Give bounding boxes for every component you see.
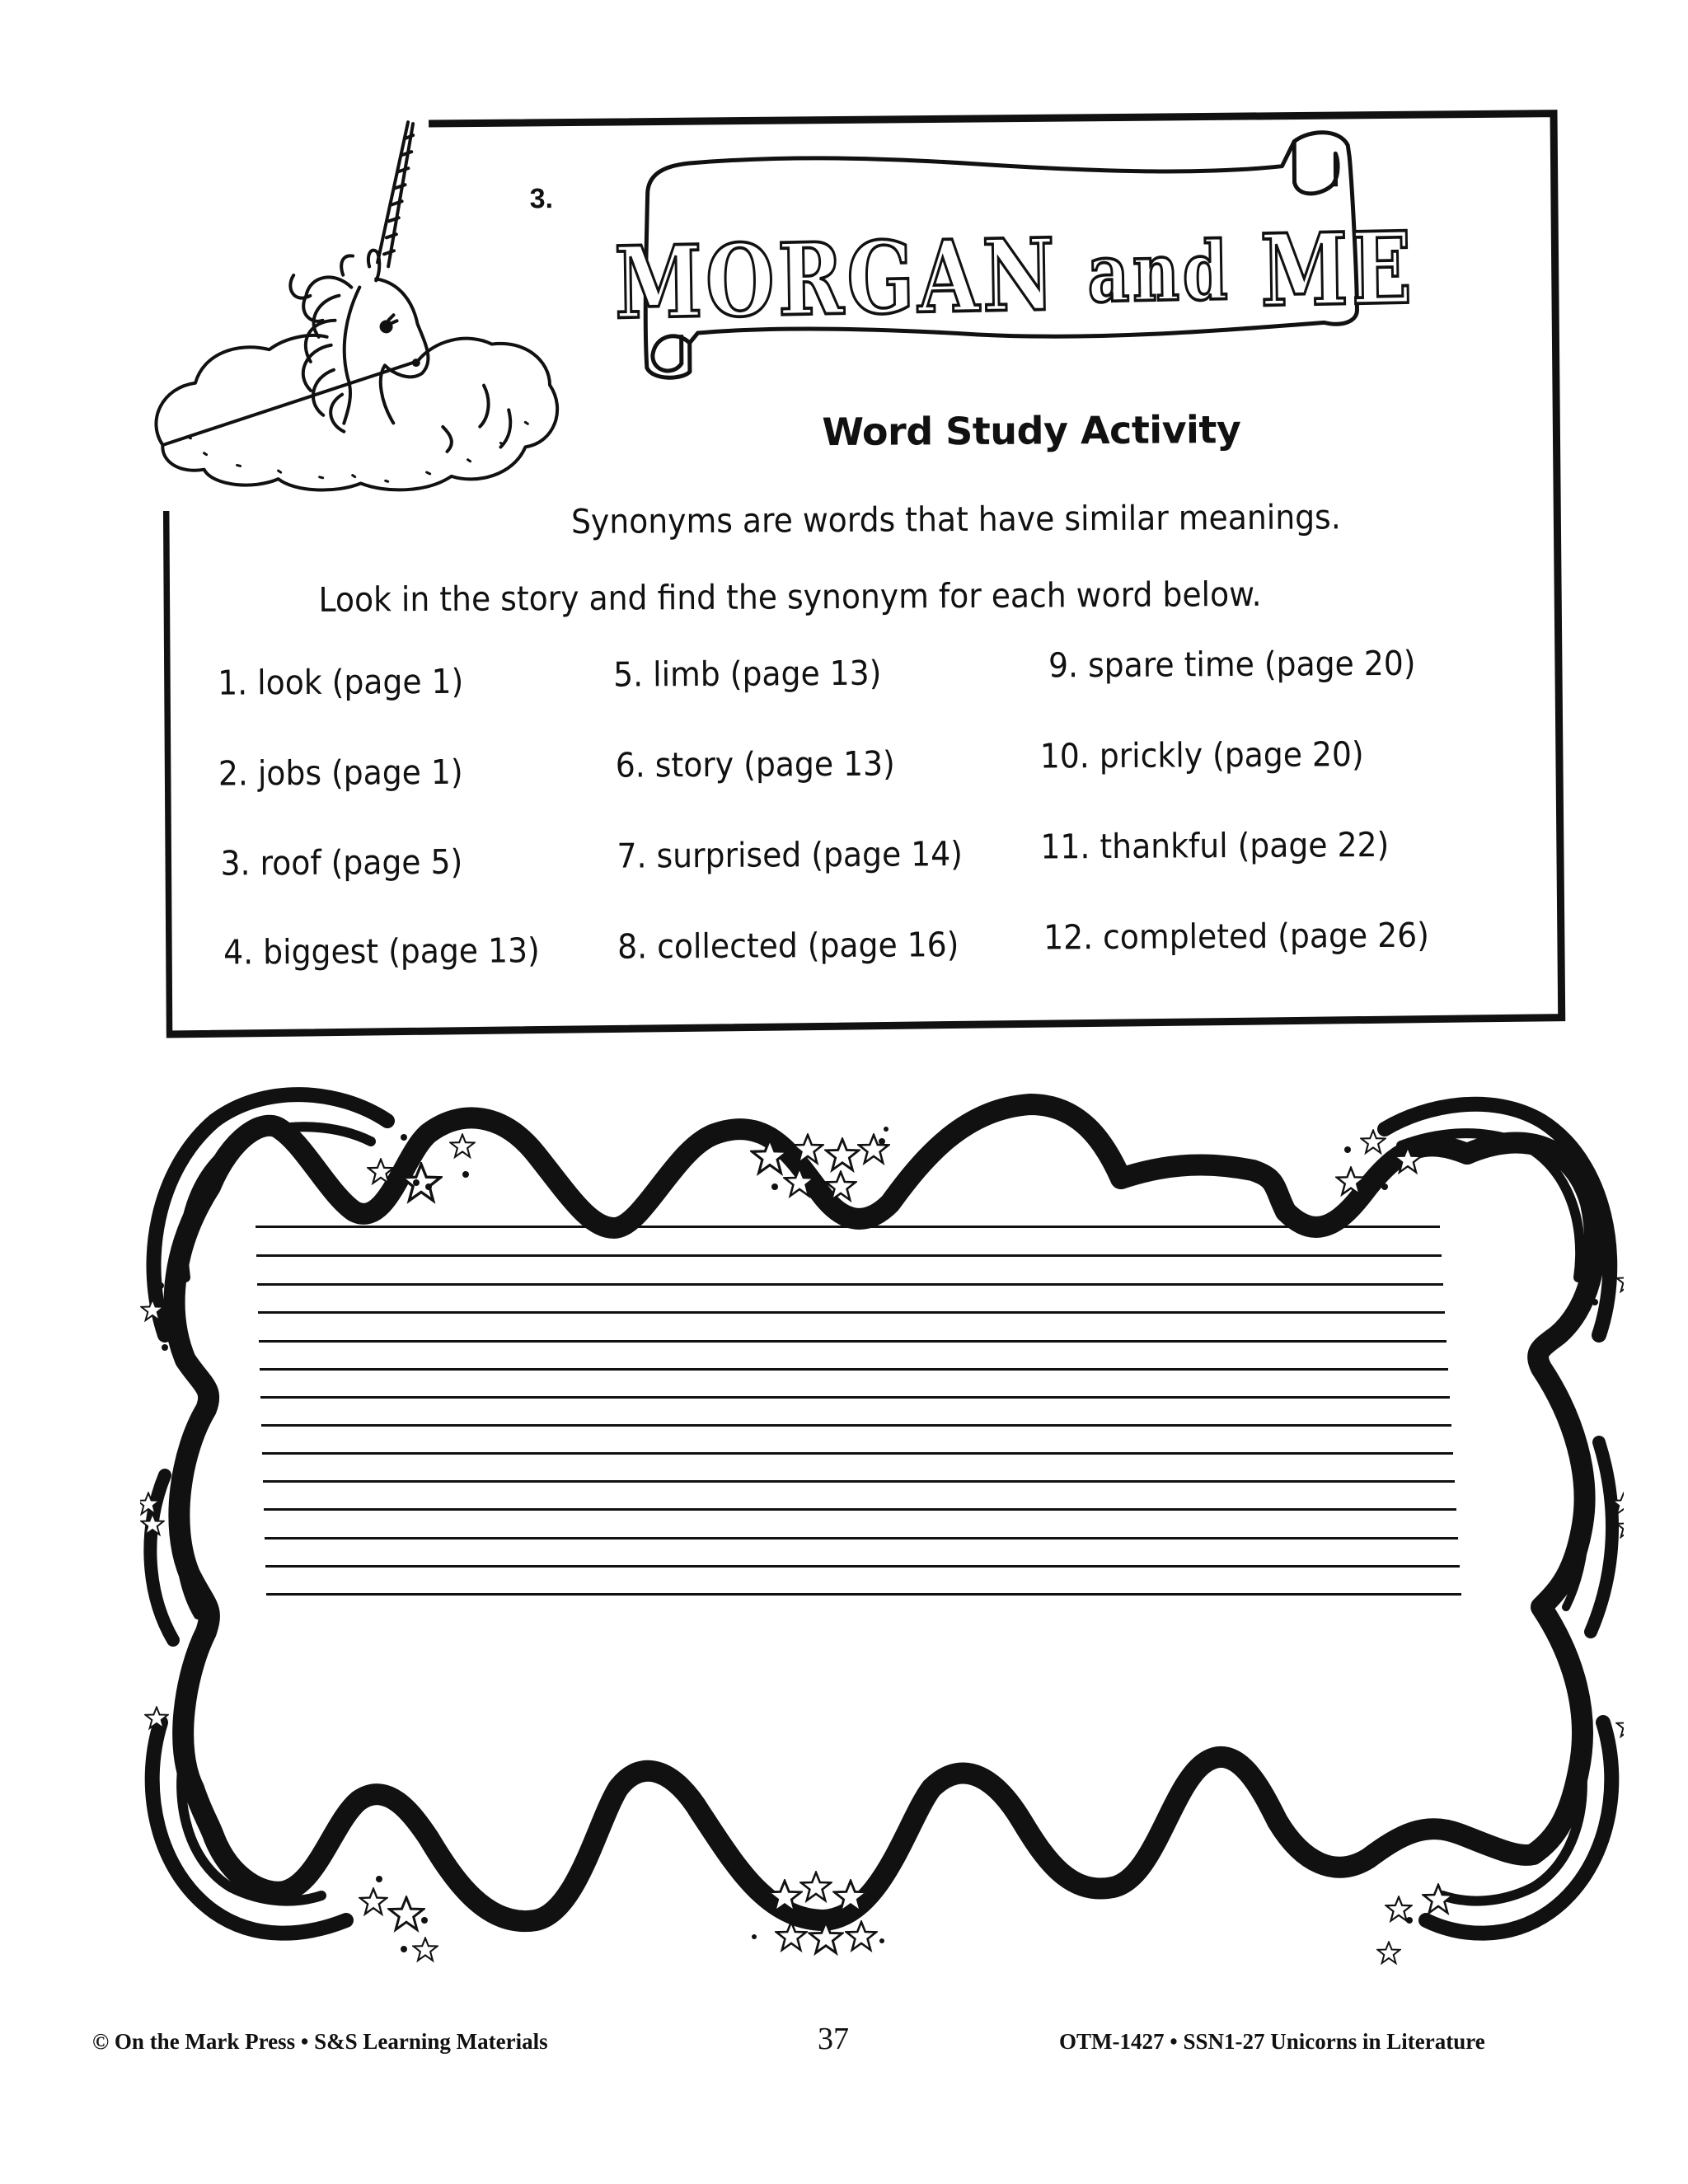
intro-instructions: Look in the story and find the synonym for each word below. — [318, 574, 1262, 620]
word-item-8: 8. collected (page 16) — [617, 925, 959, 967]
word-item-1: 1. look (page 1) — [218, 661, 464, 703]
writing-line-1[interactable] — [256, 1226, 1440, 1228]
writing-frame — [140, 1063, 1624, 2003]
activity-box — [161, 107, 1559, 1030]
writing-line-14[interactable] — [266, 1593, 1461, 1596]
unicorn-on-cloud-icon — [136, 96, 600, 527]
writing-line-11[interactable] — [264, 1508, 1456, 1511]
writing-line-3[interactable] — [257, 1283, 1443, 1286]
writing-line-4[interactable] — [258, 1311, 1445, 1314]
footer-publisher: © On the Mark Press • S&S Learning Materials — [92, 2029, 548, 2054]
word-item-4: 4. biggest (page 13) — [223, 930, 540, 972]
banner-title — [613, 206, 1416, 343]
writing-line-6[interactable] — [260, 1368, 1448, 1371]
word-item-6: 6. story (page 13) — [615, 743, 895, 785]
writing-line-5[interactable] — [259, 1340, 1447, 1343]
section-subtitle: Word Study Activity — [822, 407, 1241, 455]
word-item-2: 2. jobs (page 1) — [218, 752, 463, 794]
word-item-10: 10. prickly (page 20) — [1039, 734, 1364, 776]
word-item-12: 12. completed (page 26) — [1043, 915, 1429, 958]
writing-line-2[interactable] — [256, 1254, 1442, 1257]
banner-title-me: ME — [1259, 209, 1416, 329]
banner-title-morgan: MORGAN — [613, 216, 1059, 341]
writing-line-10[interactable] — [263, 1480, 1455, 1483]
page-number: 37 — [818, 2022, 849, 2056]
writing-line-12[interactable] — [265, 1537, 1458, 1540]
word-item-11: 11. thankful (page 22) — [1040, 824, 1390, 867]
activity-number: 3. — [529, 183, 554, 215]
word-item-7: 7. surprised (page 14) — [617, 834, 964, 876]
footer-product-code: OTM-1427 • SSN1-27 Unicorns in Literature — [1059, 2029, 1485, 2054]
word-item-9: 9. spare time (page 20) — [1048, 643, 1416, 686]
writing-line-8[interactable] — [261, 1424, 1451, 1427]
banner-title-and: and — [1086, 223, 1232, 321]
word-item-3: 3. roof (page 5) — [220, 841, 463, 883]
ribbon-border-icon — [140, 1063, 1624, 2003]
word-item-5: 5. limb (page 13) — [613, 653, 882, 695]
writing-line-9[interactable] — [262, 1452, 1453, 1455]
writing-line-13[interactable] — [265, 1565, 1460, 1568]
writing-line-7[interactable] — [260, 1396, 1450, 1399]
intro-definition: Synonyms are words that have similar meanings. — [570, 497, 1341, 541]
